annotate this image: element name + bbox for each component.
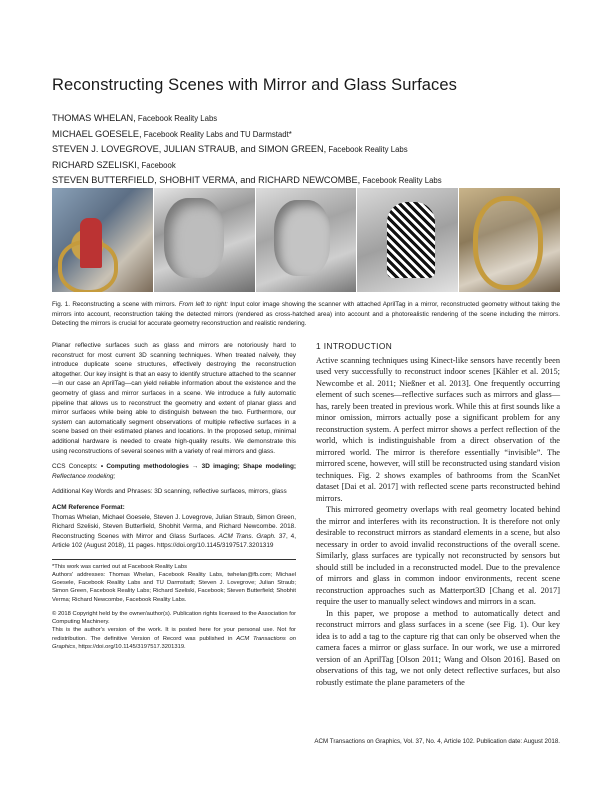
keywords: Additional Key Words and Phrases: 3D scanning, reflective surfaces, mirrors, glass	[52, 488, 287, 496]
abstract: Planar reflective surfaces such as glass and mirrors are notoriously hard to reconstruct for most current 3D scanning techniques. When treated naïvely, they introduce duplicate scene structures, effectively destroying the reconstruction altogether. Our key insight is that an easy to identify structure attached to the scanner—in our case an AprilTag—can yield reliable information about the existence and the geometry of glass and mirror surfaces in a scene. We introduce a fully automatic pipeline that allows us to reconstruct the geometry and extent of planar glass and mirror surfaces while being able to distinguish between the two. Furthermore, our system can automatically segment observations of multiple reflective surfaces in a scene based on their estimated planes and locations. In the proposed setup, minimal additional hardware is needed to create high-quality results. We demonstrate this using reconstructions of several scenes with a variety of real mirrors and glass.	[52, 342, 296, 455]
author-list	[52, 111, 442, 189]
left-column	[52, 341, 296, 651]
footnote-rule	[52, 559, 296, 560]
teaser-figure	[52, 188, 560, 292]
version-notice: This is the author's version of the work. It is posted here for your personal use. Not for redistribution. The definitive Version of Record was published in ACM Transactions on Graphics, https://doi.org/10.1145/3197517.3201319.	[52, 627, 296, 650]
right-column	[316, 341, 560, 688]
author-names: RICHARD SZELISKI,	[52, 159, 140, 170]
geometry-without-mirrors-image	[154, 188, 255, 292]
author-line	[52, 111, 442, 127]
author-affiliation: Facebook	[139, 160, 176, 170]
author-line	[52, 127, 442, 143]
reference-format-heading: ACM Reference Format:	[52, 503, 125, 511]
intro-paragraph: In this paper, we propose a method to automatically detect and reconstruct mirrors and glass surfaces in a scene (see Fig. 1). Our key idea is to add a tag to the capture rig that can only be observed when the camera faces a mirror or glass surface. In our work, we use a mirrored version of an AprilTag [Olson 2011; Wang and Olson 2016]. Based on observations of this tag, we not only detect reflective surfaces, but also robustly estimate the plane parameters of the	[316, 608, 560, 687]
author-line	[52, 173, 442, 189]
input-color-image	[52, 188, 153, 292]
ccs-concepts: CCS Concepts: • Computing methodologies → 3D imaging; Shape modeling; Reflectance modeling;	[52, 463, 296, 480]
photorealistic-rendering-image	[459, 188, 560, 292]
paper-title: Reconstructing Scenes with Mirror and Glass Surfaces	[52, 76, 458, 94]
intro-paragraph: This mirrored geometry overlaps with real geometry located behind the mirror and interferes with its reconstruction. It is therefore not only desirable to reconstruct mirrors as standard elements in a scene, but also necessary in order to avoid invalid reconstructions of the overall scene. Similarly, glass surfaces are typically not reconstructed by sensors but should still be included in a reconstructed model. Due to the prevalence of mirrors and glass in common indoor environments, recent scene reconstruction approaches such as Matterport3D [Chang et al. 2017] require the user to manually select windows and mirrors in a scan.	[316, 505, 560, 606]
author-line	[52, 142, 442, 158]
author-line	[52, 158, 442, 174]
copyright-notice: © 2018 Copyright held by the owner/author(s). Publication rights licensed to the Association for Computing Machinery.	[52, 610, 296, 626]
footnote-addresses: Authors' addresses: Thomas Whelan, Facebook Reality Labs, twhelan@fb.com; Michael Goesele, Facebook Reality Labs and TU Darmstadt; Steven J. Lovegrove; Julian Straub; Simon Green, Facebook Reality Labs; Richard Szeliski, Facebook; Steven Butterfield; Shobhit Verma; Richard Newcombe, Facebook Reality Labs.	[52, 572, 296, 603]
author-names: STEVEN BUTTERFIELD, SHOBHIT VERMA, and RICHARD NEWCOMBE,	[52, 175, 361, 185]
geometry-without-mirrors-image-2	[256, 188, 357, 292]
figure-caption: Fig. 1. Reconstructing a scene with mirrors. From left to right: Input color image showing the scanner with attached AprilTag in a mirror, reconstructed geometry without taking the mirrors into account, reconstruction taking the detected mirrors (rendered as cross-hatched area) into account and a photorealistic rendering of the scene including the mirrors. Detecting the mirrors is crucial for accurate geometry reconstruction and realistic rendering.	[52, 301, 560, 328]
author-names: STEVEN J. LOVEGROVE, JULIAN STRAUB, and SIMON GREEN,	[52, 144, 327, 154]
page-footer: ACM Transactions on Graphics, Vol. 37, No. 4, Article 102. Publication date: August 2018.	[314, 738, 560, 745]
reference-format: Thomas Whelan, Michael Goesele, Steven J. Lovegrove, Julian Straub, Simon Green, Richard Szeliski, Steven Butterfield, Shobhit Verma, and Richard Newcombe. 2018. Reconstructing Scenes with Mirror and Glass Surfaces. ACM Trans. Graph. 37, 4, Article 102 (August 2018), 11 pages. https://doi.org/10.1145/3197517.3201319	[52, 513, 296, 550]
section-heading: 1 INTRODUCTION	[316, 341, 393, 351]
author-affiliation: Facebook Reality Labs	[135, 114, 218, 123]
author-names: THOMAS WHELAN,	[52, 113, 136, 123]
geometry-with-detected-mirrors-image	[357, 188, 458, 292]
footnote-star: *This work was carried out at Facebook Reality Labs	[52, 563, 187, 570]
author-affiliation: Facebook Reality Labs	[360, 176, 442, 185]
intro-paragraph: Active scanning techniques using Kinect-like sensors have recently been used very successfully to reconstruct indoor scenes [Kähler et al. 2015; Newcombe et al. 2011; Nießner et al. 2013]. One frequently occurring element of such scenes—reflective surfaces such as mirrors and glass—has, rarely been treated in previous work. While this at first sounds like a minor omission, mirrors actually pose a significant problem for any reconstruction system. A perfect mirror shows a perfect reflection of the world, which is indistinguishable from a direct observation of the mirrored world. The mirror is therefore essentially “invisible”. The mirrored scene, however, will still be reconstructed using standard vision techniques. Fig. 2 shows examples of bathrooms from the ScanNet dataset [Dai et al. 2017] with reflected scene parts reconstructed behind mirrors.	[316, 355, 560, 503]
author-affiliation: Facebook Reality Labs	[326, 145, 408, 154]
author-affiliation: Facebook Reality Labs and TU Darmstadt*	[141, 129, 292, 139]
author-names: MICHAEL GOESELE,	[52, 128, 142, 139]
